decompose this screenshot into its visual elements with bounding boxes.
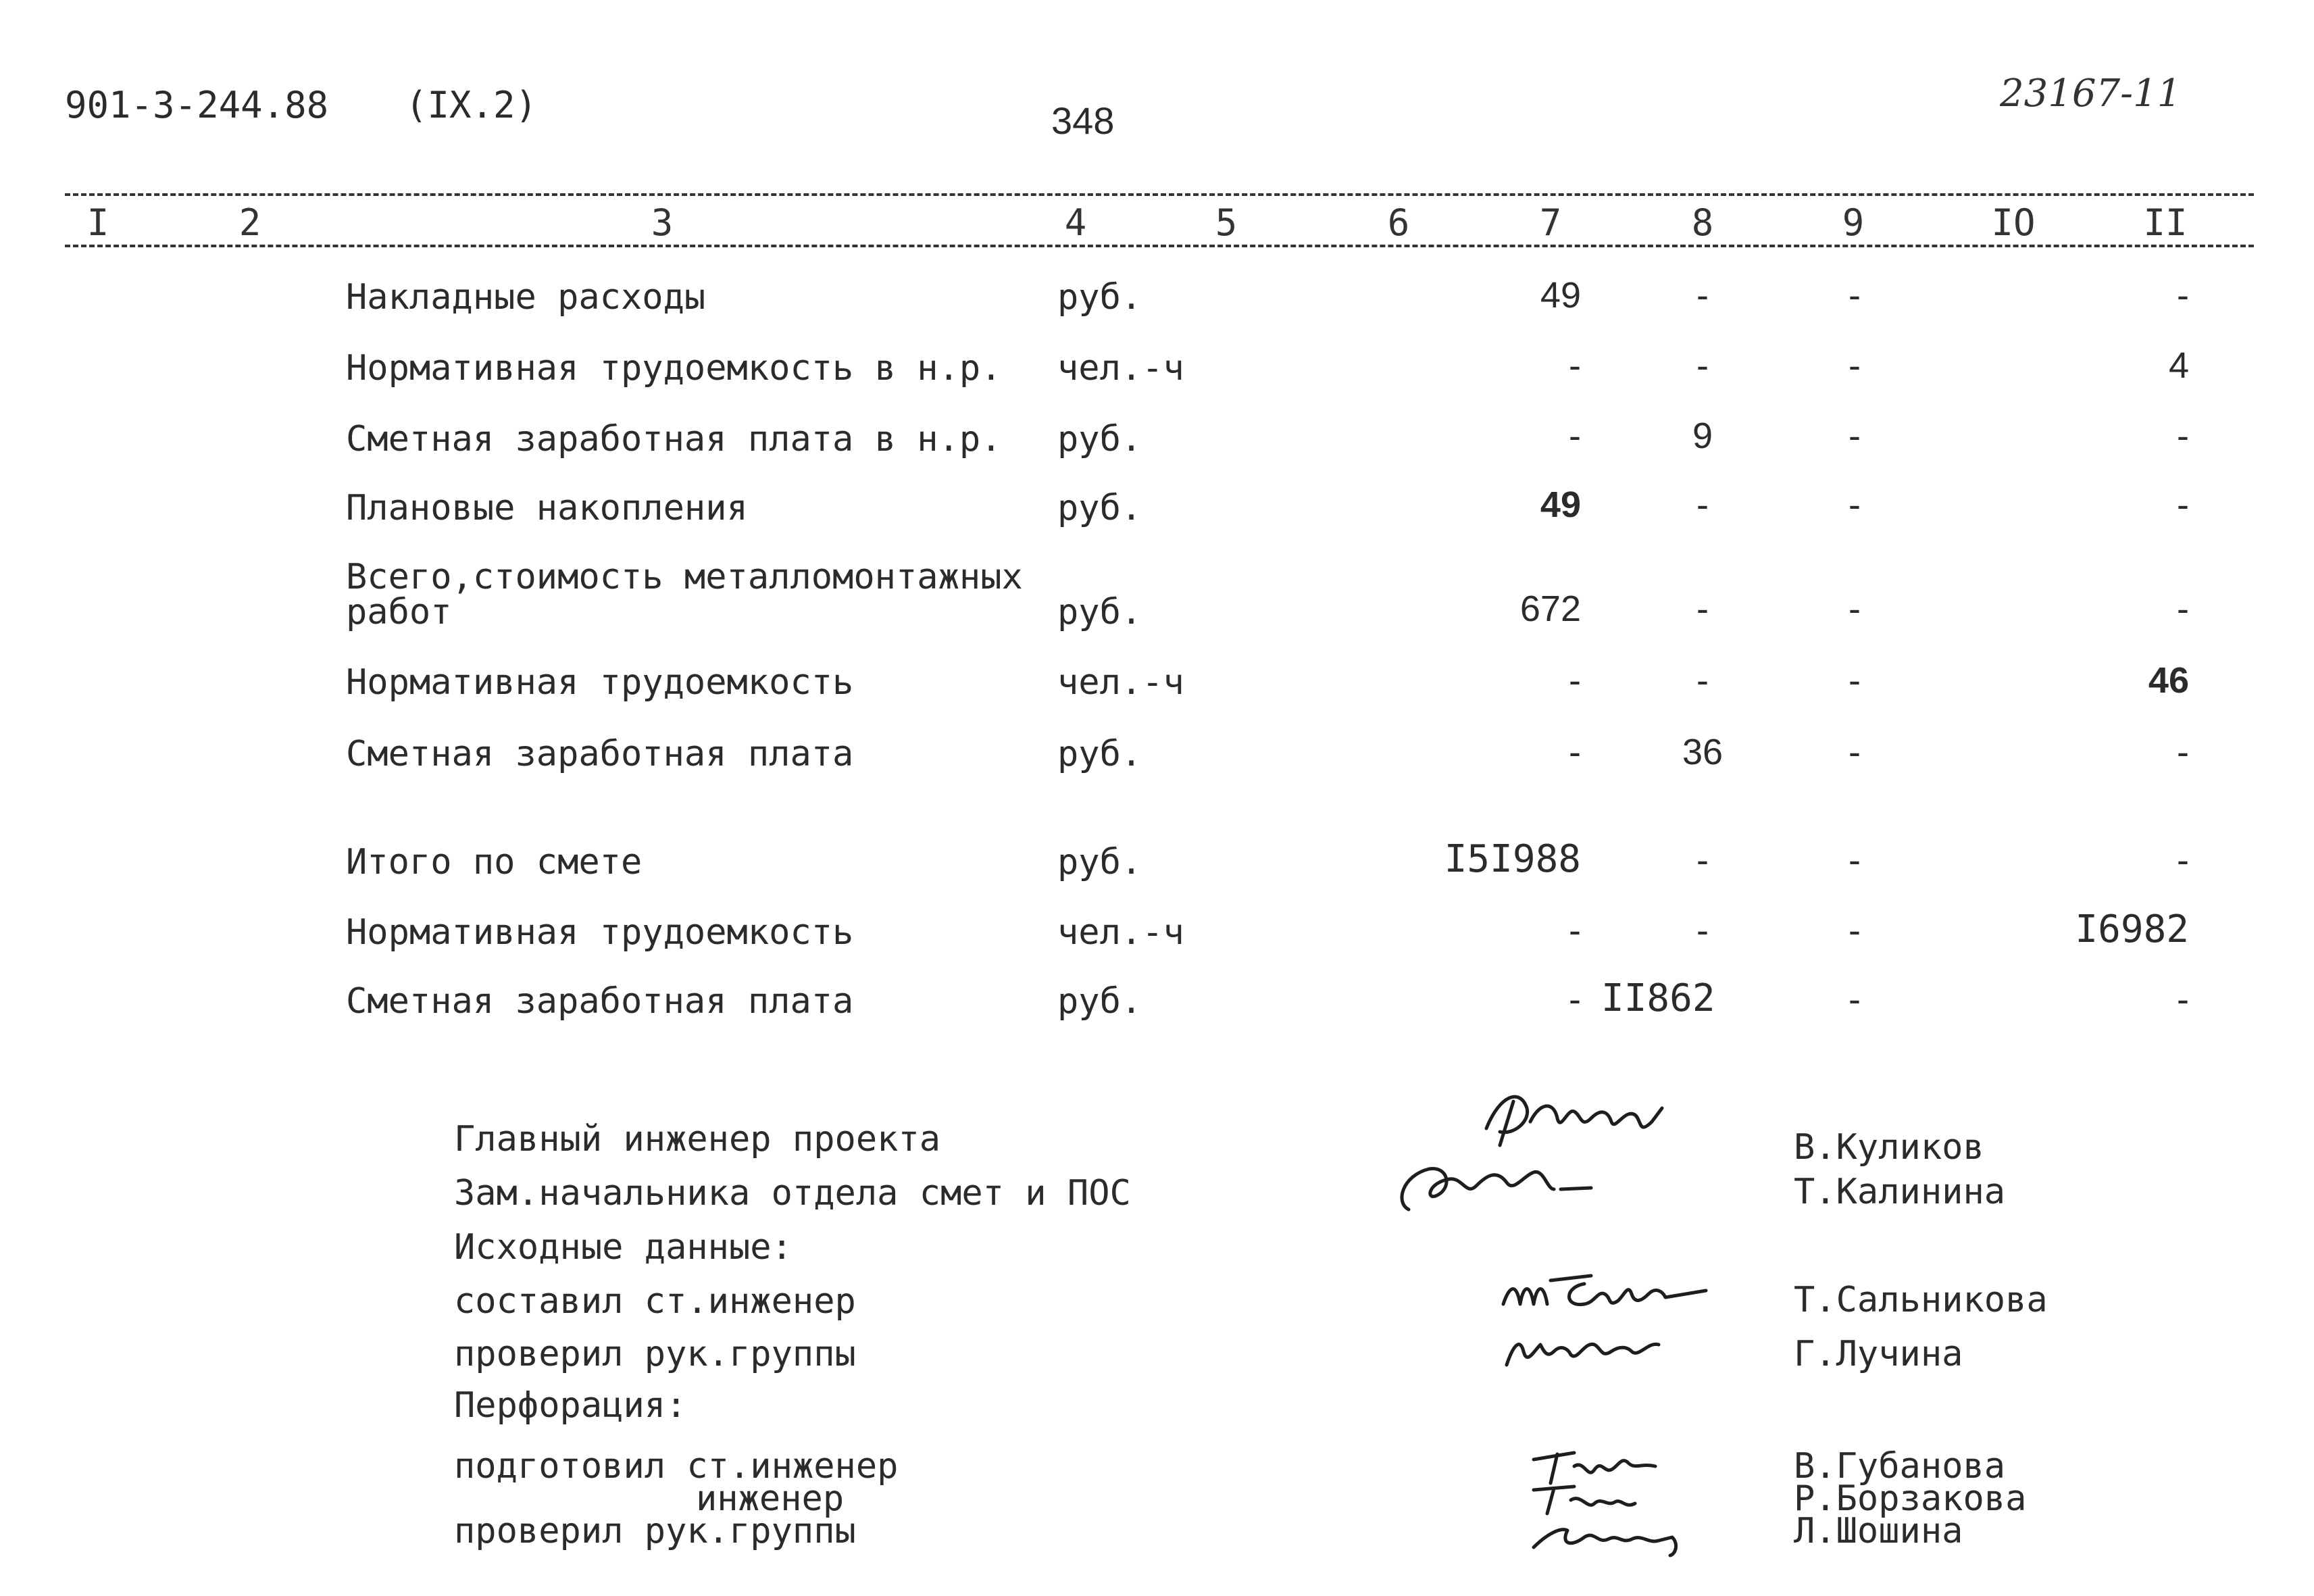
column-header-7: 7 <box>1539 201 1562 244</box>
deputy-label: Зам.начальника отдела смет и ПОС <box>454 1173 1131 1214</box>
row-col8: - <box>1696 910 1709 951</box>
row-unit: руб. <box>1057 734 1142 774</box>
row-name: Сметная заработная плата в н.р. <box>346 419 1002 459</box>
row-unit: чел.-ч <box>1057 348 1184 389</box>
row-col9: - <box>1848 416 1861 456</box>
archive-number: 23167-11 <box>2000 72 2182 116</box>
row-col7: - <box>1569 979 1581 1020</box>
prepared-name: В.Губанова <box>1794 1446 2006 1487</box>
checked-label: проверил рук.группы <box>454 1334 856 1374</box>
column-header-3: 3 <box>651 201 674 244</box>
engineer-name: Р.Борзакова <box>1794 1478 2027 1519</box>
row-col9: - <box>1848 275 1861 316</box>
engineer-label: инженер <box>696 1478 845 1519</box>
row-unit: чел.-ч <box>1057 662 1184 703</box>
row-col9: - <box>1848 979 1861 1020</box>
column-header-6: 6 <box>1387 201 1410 244</box>
row-col9: - <box>1848 732 1861 772</box>
row-col9: - <box>1848 484 1861 525</box>
deputy-name: Т.Калинина <box>1794 1172 2006 1212</box>
row-col11: I6982 <box>2075 907 2189 951</box>
row-col7: - <box>1569 910 1581 951</box>
row-unit: руб. <box>1057 277 1142 318</box>
row-col9: - <box>1848 660 1861 701</box>
row-unit: руб. <box>1057 592 1142 632</box>
row-col8: - <box>1696 345 1709 386</box>
perforation-label: Перфорация: <box>454 1385 687 1426</box>
row-col7: 672 <box>1519 589 1581 629</box>
signature-kalinina <box>1388 1149 1618 1223</box>
row-col7: - <box>1569 732 1581 772</box>
row-col11: - <box>2177 840 2189 880</box>
signature-luchina <box>1493 1311 1682 1378</box>
chief-engineer-label: Главный инженер проекта <box>454 1119 941 1159</box>
row-col11: - <box>2177 416 2189 456</box>
row-name: Нормативная трудоемкость <box>346 912 854 953</box>
row-col9: - <box>1848 589 1861 629</box>
row-col9: - <box>1848 840 1861 880</box>
row-col7: I5I988 <box>1444 837 1581 881</box>
column-header-8: 8 <box>1691 201 1714 244</box>
row-unit: чел.-ч <box>1057 912 1184 953</box>
row-col8: II862 <box>1601 976 1715 1020</box>
row-col8: - <box>1696 660 1709 701</box>
page-number: 348 <box>1051 99 1115 142</box>
signature-kulikov <box>1473 1081 1676 1155</box>
signature-shoshina <box>1520 1507 1696 1561</box>
checked2-label: проверил рук.группы <box>454 1511 856 1551</box>
compiled-name: Т.Сальникова <box>1794 1280 2048 1320</box>
checked2-name: Л.Шошина <box>1794 1511 1963 1551</box>
row-name: Плановые накопления <box>346 488 748 528</box>
row-name: Сметная заработная плата <box>346 981 854 1022</box>
row-col8: 9 <box>1692 416 1713 456</box>
row-unit: руб. <box>1057 981 1142 1022</box>
row-col7: 49 <box>1540 484 1581 525</box>
row-col11: - <box>2177 275 2189 316</box>
row-col7: - <box>1569 345 1581 386</box>
section-code: (IX.2) <box>405 84 538 126</box>
column-header-2: 2 <box>238 201 261 244</box>
column-header-5: 5 <box>1215 201 1238 244</box>
compiled-label: составил ст.инженер <box>454 1281 856 1322</box>
row-col11: - <box>2177 732 2189 772</box>
chief-engineer-name: В.Куликов <box>1794 1127 1984 1168</box>
row-col7: 49 <box>1540 275 1581 316</box>
row-col8: - <box>1696 840 1709 880</box>
row-unit: руб. <box>1057 419 1142 459</box>
column-header-4: 4 <box>1064 201 1087 244</box>
column-header-11: II <box>2143 201 2188 244</box>
document-code: 901-3-244.88 <box>65 84 329 126</box>
row-col11: - <box>2177 589 2189 629</box>
row-name-line2: работ <box>346 592 452 632</box>
row-col8: 36 <box>1682 732 1724 772</box>
column-header-1: I <box>86 201 109 244</box>
row-name: Нормативная трудоемкость <box>346 662 854 703</box>
row-name: Нормативная трудоемкость в н.р. <box>346 348 1002 389</box>
row-name-line1: Всего,стоимость металломонтажных <box>346 557 1023 597</box>
row-col8: - <box>1696 589 1709 629</box>
row-col11: 46 <box>2148 660 2189 701</box>
row-col8: - <box>1696 275 1709 316</box>
row-col9: - <box>1848 345 1861 386</box>
row-col8: - <box>1696 484 1709 525</box>
row-col11: - <box>2177 484 2189 525</box>
row-name: Накладные расходы <box>346 277 706 318</box>
checked-name: Г.Лучина <box>1794 1334 1963 1374</box>
header-top-line <box>65 193 2254 196</box>
row-unit: руб. <box>1057 488 1142 528</box>
row-col11: 4 <box>2168 345 2189 386</box>
row-col9: - <box>1848 910 1861 951</box>
row-unit: руб. <box>1057 842 1142 882</box>
row-name: Итого по смете <box>346 842 643 882</box>
column-header-10: IO <box>1991 201 2036 244</box>
source-data-label: Исходные данные: <box>454 1227 793 1268</box>
column-header-9: 9 <box>1842 201 1865 244</box>
row-col11: - <box>2177 979 2189 1020</box>
row-col7: - <box>1569 416 1581 456</box>
row-name: Сметная заработная плата <box>346 734 854 774</box>
prepared-label: подготовил ст.инженер <box>454 1446 899 1487</box>
row-col7: - <box>1569 660 1581 701</box>
header-bottom-line <box>65 245 2254 247</box>
